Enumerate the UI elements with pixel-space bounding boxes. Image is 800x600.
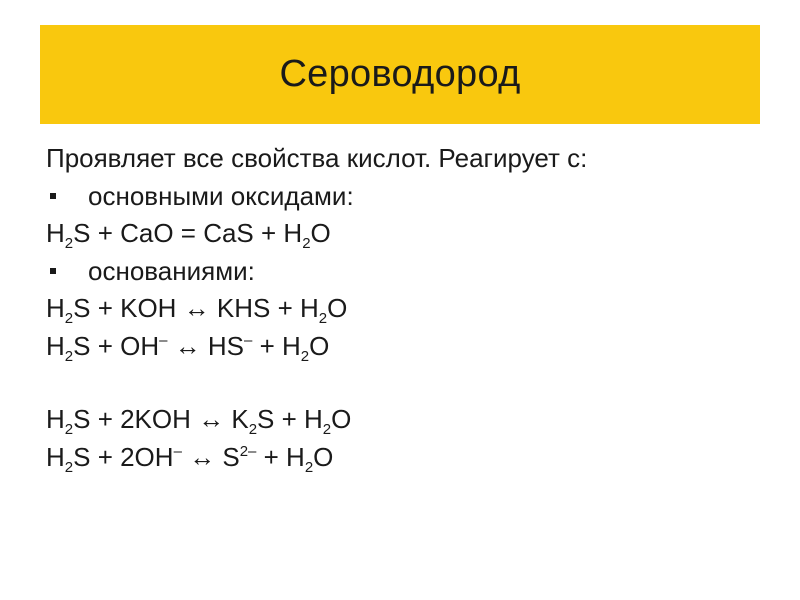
eq-subscript: 2 bbox=[64, 235, 74, 252]
eq-subscript: 2 bbox=[64, 458, 74, 476]
eq-part: O bbox=[310, 218, 331, 248]
equation-5 bbox=[46, 439, 756, 477]
eq-subscript: 2 bbox=[302, 235, 311, 252]
square-bullet-icon bbox=[50, 193, 56, 199]
eq-part: O bbox=[331, 404, 352, 434]
eq-part: S + 2OH bbox=[73, 441, 174, 472]
eq-superscript: – bbox=[173, 442, 182, 460]
eq-part: O bbox=[327, 293, 348, 323]
eq-subscript: 2 bbox=[304, 458, 314, 476]
eq-part: S + OH bbox=[73, 330, 160, 361]
eq-superscript: – bbox=[159, 331, 168, 349]
eq-subscript: 2 bbox=[322, 421, 332, 438]
eq-subscript: 2 bbox=[248, 421, 258, 438]
bullet-label: основными оксидами: bbox=[88, 180, 354, 211]
eq-part: S + KOH ↔ KHS + H bbox=[73, 293, 319, 323]
bullet-item-oxides bbox=[46, 178, 756, 216]
eq-subscript: 2 bbox=[64, 347, 74, 365]
eq-part: H bbox=[46, 330, 65, 361]
eq-subscript: 2 bbox=[318, 310, 328, 327]
eq-part: O bbox=[313, 441, 334, 472]
eq-subscript: 2 bbox=[64, 421, 74, 438]
bullet-item-bases bbox=[46, 253, 756, 291]
square-bullet-icon bbox=[50, 268, 56, 274]
eq-part: H bbox=[46, 441, 65, 472]
spacer bbox=[46, 365, 756, 401]
eq-part: H bbox=[46, 218, 65, 248]
eq-superscript: – bbox=[244, 331, 253, 349]
eq-part: S + H bbox=[257, 404, 323, 434]
eq-part: + H bbox=[256, 441, 305, 472]
slide-title: Сероводород bbox=[279, 53, 521, 95]
slide-body bbox=[46, 140, 756, 476]
eq-part: ↔ S bbox=[181, 441, 240, 472]
equation-1 bbox=[46, 215, 756, 253]
eq-subscript: 2 bbox=[300, 347, 310, 365]
eq-part: H bbox=[46, 404, 65, 434]
eq-superscript: 2– bbox=[239, 442, 257, 460]
eq-part: + H bbox=[252, 330, 301, 361]
eq-part: O bbox=[309, 330, 330, 361]
eq-part: S + 2KOH ↔ K bbox=[73, 404, 249, 434]
eq-part: ↔ HS bbox=[167, 330, 245, 361]
bullet-label: основаниями: bbox=[88, 255, 255, 286]
title-bar bbox=[40, 25, 760, 124]
equation-2 bbox=[46, 290, 756, 328]
equation-4 bbox=[46, 401, 756, 439]
eq-part: S + CaO = CaS + H bbox=[73, 218, 303, 248]
intro-text: Проявляет все свойства кислот. Реагирует с: bbox=[46, 143, 588, 173]
eq-subscript: 2 bbox=[64, 310, 74, 327]
equation-3 bbox=[46, 328, 756, 366]
eq-part: H bbox=[46, 293, 65, 323]
